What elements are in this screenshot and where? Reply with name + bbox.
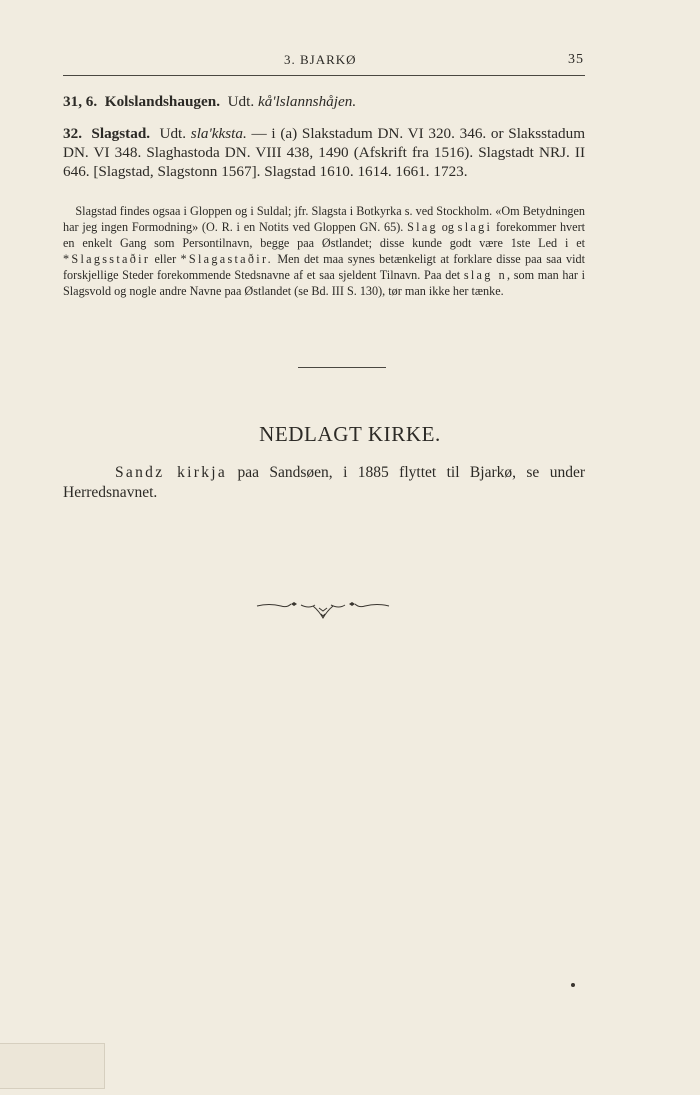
spaced-term: *Slagsstaðir (63, 252, 151, 266)
page-number: 35 (568, 52, 584, 67)
spaced-term: slag n (463, 268, 508, 282)
entry-number: 31, 6. (63, 93, 98, 110)
pronunciation: sla'kksta. (190, 125, 247, 142)
note-text-1: Slagstad findes ogsaa i Gloppen og i Suldal; jfr. Slagsta i Botkyrka s. ved Stockholm. «Om Betydningen har jeg ingen Formodning» (O. R. i en Notits ved Gloppen GN. 65). (63, 204, 586, 234)
running-title: 3. BJARKØ (284, 52, 357, 67)
note-text-2: forekommer hvert en enkelt Gang som Persontilnavn, begge paa Østlandet; disse kunde godt være 1ste Led i et (63, 220, 586, 250)
church-name: Sandz kirkja (115, 464, 228, 481)
section-heading: NEDLAGT KIRKE. (259, 422, 441, 446)
ornament-divider (255, 598, 391, 622)
etymology-note (63, 203, 585, 299)
running-header (64, 52, 584, 72)
note-word: eller (154, 252, 177, 266)
spaced-term: *Slagastaðir. (180, 252, 273, 266)
historical-forms: — i (a) Slakstadum DN. VI 320. 346. or Slaksstadum DN. VI 348. Slaghastoda DN. VIII 438, 1490 (Afskrift fra 1516). Slagstadt NRJ. II 646. [Slagstad, Slagstonn 1567]. Slagstad 1610. 1614. 1661. 1723. (63, 125, 586, 180)
pronunciation: kå'lslannshåjen. (257, 93, 357, 110)
place-name: Slagstad. (91, 125, 151, 142)
udt-label: Udt. (227, 93, 255, 110)
church-text: paa Sandsøen, i 1885 flyttet til Bjarkø, se under Herredsnavnet. (63, 464, 585, 501)
spaced-term: slagi (457, 220, 493, 234)
entry-number: 32. (63, 125, 82, 142)
header-rule (63, 75, 585, 76)
spaced-term: Slag (407, 220, 438, 234)
entry-32-slagstad (63, 124, 585, 181)
page-tab-mark (0, 1043, 105, 1089)
ink-speck (571, 983, 575, 987)
church-entry (63, 463, 585, 503)
note-word: og (441, 220, 454, 234)
udt-label: Udt. (159, 125, 187, 142)
place-name: Kolslandshaugen. (104, 93, 220, 110)
entry-31-kolslandshaugen (63, 92, 585, 111)
note-text-3: Men det maa synes betænkeligt at forklare disse paa saa vidt forskjellige Steder forekommende Stedsnavne af et saa sjeldent Tilnavn. Paa det (63, 252, 586, 282)
section-divider (298, 367, 386, 368)
note-text-4: , som man har i Slagsvold og nogle andre Navne paa Østlandet (se Bd. III S. 130), tør man ikke her tænke. (63, 268, 586, 298)
